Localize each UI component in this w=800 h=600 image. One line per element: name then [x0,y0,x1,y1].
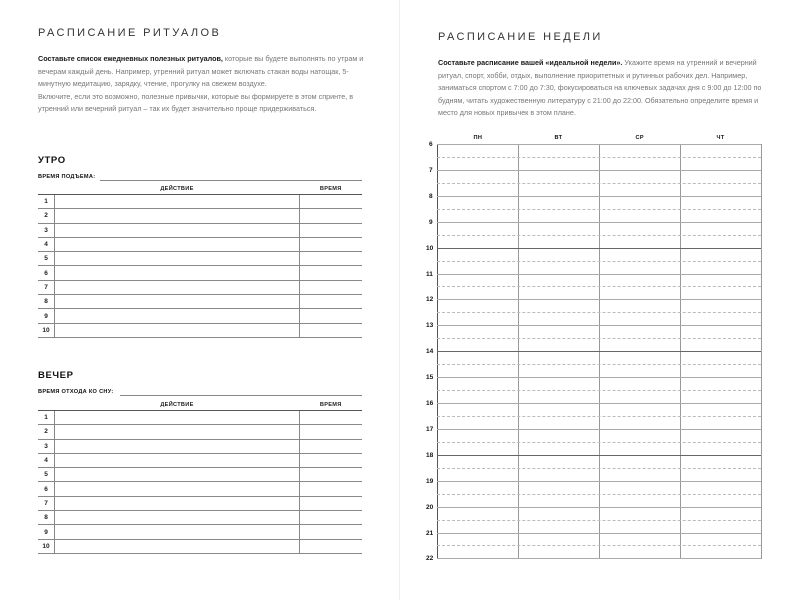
schedule-slot[interactable] [437,274,518,300]
ritual-intro-body: которые вы будете выполнять по утрам и вечерам каждый день. Например, утренний ритуал может включать стакан воды натощак, 5-минутную медитацию, зарядку, чтение, прогулку на свежем воздухе. [38,54,364,88]
schedule-slot[interactable] [680,403,761,429]
schedule-slot[interactable] [599,507,680,533]
time-cell[interactable] [300,453,363,467]
row-number: 8 [38,511,55,525]
action-cell[interactable] [55,496,300,510]
action-cell[interactable] [55,323,300,337]
schedule-slot[interactable] [518,403,599,429]
schedule-slot[interactable] [599,274,680,300]
hour-label: 9 [429,218,433,226]
schedule-slot[interactable] [437,170,518,196]
schedule-slot[interactable] [680,455,761,481]
table-row [38,323,362,337]
ritual-intro-text [38,53,366,116]
schedule-slot[interactable] [599,351,680,377]
action-cell[interactable] [55,439,300,453]
hour-label: 11 [426,270,433,278]
schedule-slot[interactable] [518,325,599,351]
schedule-slot[interactable] [599,455,680,481]
schedule-slot[interactable] [437,222,518,248]
time-cell[interactable] [300,237,363,251]
schedule-slot[interactable] [518,222,599,248]
week-intro-lead: Составьте расписание вашей «идеальной недели». [438,58,623,67]
time-cell[interactable] [300,539,363,553]
schedule-slot[interactable] [599,429,680,455]
row-number: 10 [38,539,55,553]
time-cell[interactable] [300,209,363,223]
hour-label: 13 [426,322,434,330]
schedule-slot[interactable] [437,429,518,455]
hour-label: 8 [429,192,433,200]
table-row [38,411,362,425]
bedtime-label: ВРЕМЯ ОТХОДА КО СНУ: [38,389,114,395]
schedule-slot[interactable] [680,533,761,559]
action-column-header: ДЕЙСТВИЕ [55,183,300,195]
schedule-slot[interactable] [437,144,518,170]
day-header-2: ВТ [554,135,563,141]
table-row [38,511,362,525]
schedule-slot[interactable] [437,351,518,377]
row-number: 5 [38,468,55,482]
schedule-slot[interactable] [680,274,761,300]
row-number: 6 [38,482,55,496]
time-cell[interactable] [300,425,363,439]
row-number: 7 [38,496,55,510]
morning-ritual-table [38,183,362,338]
hour-label: 21 [426,529,434,537]
schedule-slot[interactable] [437,299,518,325]
schedule-slot[interactable] [518,351,599,377]
schedule-slot[interactable] [437,196,518,222]
schedule-slot[interactable] [599,248,680,274]
time-cell[interactable] [300,323,363,337]
action-cell[interactable] [55,525,300,539]
schedule-slot[interactable] [680,325,761,351]
ritual-intro-extra: Включите, если это возможно, полезные привычки, которые вы формируете в этом спринте, в утренний или вечерний ритуал – так их будет значительно проще придерживаться. [38,91,354,113]
schedule-slot[interactable] [680,481,761,507]
wake-up-time-field[interactable] [100,180,362,181]
action-cell[interactable] [55,195,300,209]
schedule-slot[interactable] [437,325,518,351]
action-cell[interactable] [55,295,300,309]
time-cell[interactable] [300,252,363,266]
schedule-slot[interactable] [437,481,518,507]
time-cell[interactable] [300,280,363,294]
schedule-slot[interactable] [599,170,680,196]
table-row [38,309,362,323]
action-cell[interactable] [55,280,300,294]
row-number: 7 [38,280,55,294]
table-row [38,425,362,439]
morning-section-title: УТРО [38,155,66,166]
schedule-slot[interactable] [599,325,680,351]
table-row [38,223,362,237]
time-column-header: ВРЕМЯ [300,183,363,195]
table-row [38,453,362,467]
schedule-slot[interactable] [518,455,599,481]
table-row [38,209,362,223]
action-cell[interactable] [55,223,300,237]
row-number: 6 [38,266,55,280]
hour-label: 20 [426,503,434,511]
schedule-slot[interactable] [599,481,680,507]
row-number: 2 [38,425,55,439]
time-cell[interactable] [300,439,363,453]
week-intro-body: Укажите время на утренний и вечерний ритуал, спорт, хобби, отдых, выполнение приоритетных и рутинных рабочих дел. Например, заниматься спортом с 7:00 до 7:30, фокусироваться на ключевых задачах дня с 9:00 до 12:00 по будням, читать художественную литературу с 21:00 до 22:00. Обязательно определите время и место для новых привычек в этом плане. [438,58,762,117]
time-cell[interactable] [300,496,363,510]
hour-label: 19 [426,477,434,485]
schedule-slot[interactable] [437,455,518,481]
row-number: 4 [38,237,55,251]
row-number: 10 [38,323,55,337]
schedule-slot[interactable] [599,377,680,403]
action-cell[interactable] [55,468,300,482]
wake-up-time-label: ВРЕМЯ ПОДЪЕМА: [38,174,96,180]
table-row [38,280,362,294]
action-cell[interactable] [55,252,300,266]
hour-label: 22 [426,555,434,563]
table-row [38,295,362,309]
schedule-slot[interactable] [680,248,761,274]
hour-label: 16 [426,400,434,407]
row-number: 2 [38,209,55,223]
schedule-slot[interactable] [680,170,761,196]
schedule-slot[interactable] [680,299,761,325]
schedule-slot[interactable] [518,533,599,559]
week-intro-text [438,57,764,120]
schedule-slot[interactable] [518,299,599,325]
day-header-3: СР [635,135,644,141]
schedule-slot[interactable] [680,351,761,377]
table-row [38,439,362,453]
evening-section-title: ВЕЧЕР [38,370,74,381]
day-column-divider [761,144,762,559]
day-header-1: ПН [473,135,483,141]
schedule-slot[interactable] [518,274,599,300]
time-cell[interactable] [300,482,363,496]
row-number: 3 [38,439,55,453]
hour-label: 15 [426,374,434,382]
table-row [38,496,362,510]
ritual-schedule-heading: РАСПИСАНИЕ РИТУАЛОВ [38,27,222,39]
schedule-slot[interactable] [680,196,761,222]
schedule-slot[interactable] [599,144,680,170]
table-row [38,195,362,209]
schedule-slot[interactable] [599,222,680,248]
action-cell[interactable] [55,266,300,280]
bedtime-field[interactable] [120,395,362,396]
evening-ritual-table [38,399,362,554]
time-cell[interactable] [300,266,363,280]
schedule-slot[interactable] [518,481,599,507]
schedule-slot[interactable] [518,170,599,196]
schedule-slot[interactable] [518,429,599,455]
schedule-slot[interactable] [518,248,599,274]
time-cell[interactable] [300,223,363,237]
schedule-slot[interactable] [437,507,518,533]
schedule-slot[interactable] [680,429,761,455]
ritual-intro-lead: Составьте список ежедневных полезных ритуалов, [38,54,223,63]
hour-label: 7 [429,166,433,174]
schedule-slot[interactable] [437,403,518,429]
hour-label: 17 [426,425,434,433]
time-cell[interactable] [300,511,363,525]
row-number: 5 [38,252,55,266]
action-cell[interactable] [55,539,300,553]
table-row [38,539,362,553]
table-row [38,237,362,251]
schedule-slot[interactable] [680,144,761,170]
time-cell[interactable] [300,411,363,425]
week-schedule-heading: РАСПИСАНИЕ НЕДЕЛИ [438,31,603,43]
hour-label: 12 [426,296,434,304]
schedule-slot[interactable] [518,144,599,170]
number-column-header [38,399,55,411]
schedule-slot[interactable] [437,248,518,274]
time-cell[interactable] [300,468,363,482]
hour-label: 10 [426,244,434,252]
table-row [38,482,362,496]
schedule-slot[interactable] [680,377,761,403]
time-cell[interactable] [300,195,363,209]
schedule-slot[interactable] [437,377,518,403]
action-cell[interactable] [55,482,300,496]
schedule-slot[interactable] [518,377,599,403]
action-cell[interactable] [55,453,300,467]
table-row [38,252,362,266]
schedule-slot[interactable] [599,403,680,429]
action-column-header: ДЕЙСТВИЕ [55,399,300,411]
row-number: 1 [38,195,55,209]
row-number: 8 [38,295,55,309]
row-number: 3 [38,223,55,237]
action-cell[interactable] [55,511,300,525]
row-number: 1 [38,411,55,425]
hour-label: 18 [426,451,434,459]
row-number: 4 [38,453,55,467]
time-cell[interactable] [300,309,363,323]
hour-label: 14 [426,348,434,356]
row-number: 9 [38,525,55,539]
schedule-slot[interactable] [680,507,761,533]
schedule-slot[interactable] [518,507,599,533]
table-row [38,468,362,482]
row-number: 9 [38,309,55,323]
schedule-slot[interactable] [599,299,680,325]
day-header-4: ЧТ [716,135,725,141]
schedule-slot[interactable] [518,196,599,222]
action-cell[interactable] [55,425,300,439]
schedule-slot[interactable] [680,222,761,248]
schedule-slot[interactable] [599,533,680,559]
hour-label: 6 [429,141,433,148]
time-cell[interactable] [300,525,363,539]
table-row [38,266,362,280]
action-cell[interactable] [55,237,300,251]
schedule-slot[interactable] [437,533,518,559]
number-column-header [38,183,55,195]
hour-line [437,558,761,559]
table-row [38,525,362,539]
action-cell[interactable] [55,209,300,223]
action-cell[interactable] [55,411,300,425]
time-column-header: ВРЕМЯ [300,399,363,411]
action-cell[interactable] [55,309,300,323]
schedule-slot[interactable] [599,196,680,222]
time-cell[interactable] [300,295,363,309]
